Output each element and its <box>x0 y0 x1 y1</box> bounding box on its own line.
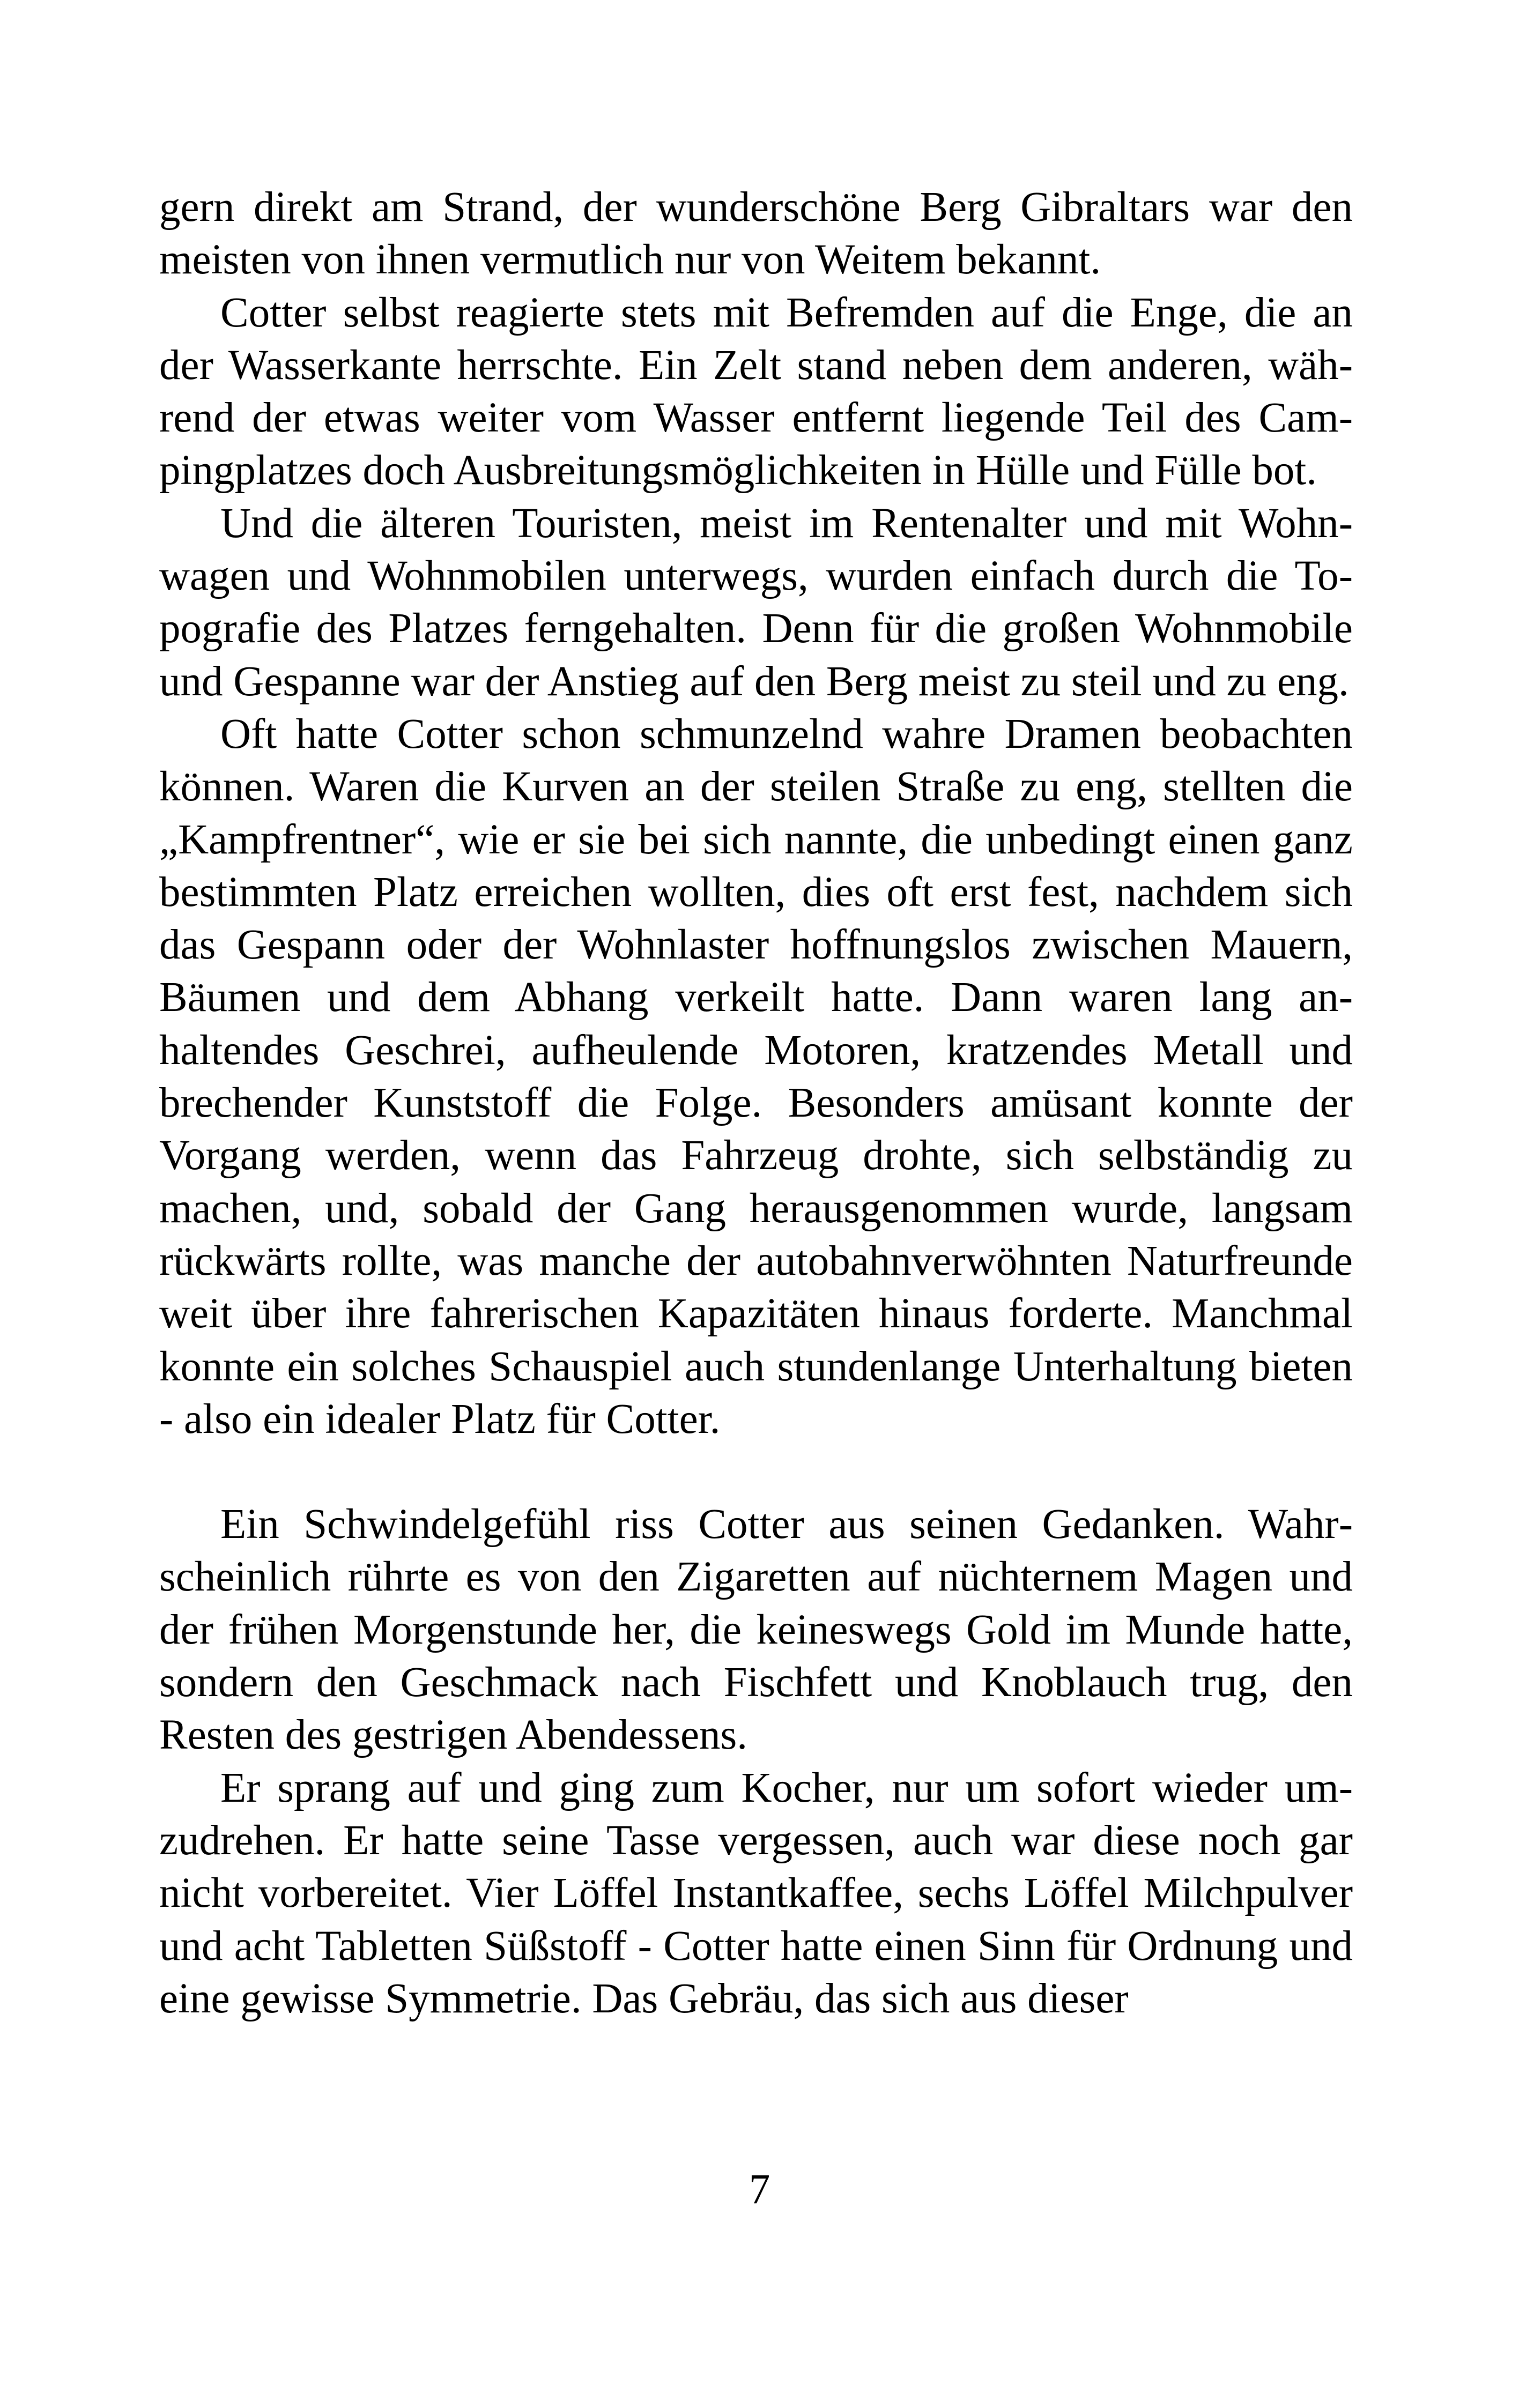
paragraph: Und die älteren Touristen, meist im Rentenalter und mit Wohnwagen und Wohnmobilen unterwegs, wurden einfach durch die Topografie des Platzes ferngehalten. Denn für die großen Wohnmobile und Gespanne war der Anstieg auf den Berg meist zu steil und zu eng. <box>159 500 1353 705</box>
paragraph-continued: gern direkt am Strand, der wunderschöne Berg Gibraltars war den meisten von ihnen vermutlich nur von Weitem bekannt. <box>159 184 1353 284</box>
paragraph: Er sprang auf und ging zum Kocher, nur um sofort wieder umzudrehen. Er hatte seine Tasse vergessen, auch war diese noch gar nicht vorbereitet. Vier Löffel Instantkaffee, sechs Löffel Milchpulver und acht Tabletten Süßstoff - Cotter hatte einen Sinn für Ordnung und eine gewisse Symmetrie. Das Gebräu, das sich aus dieser <box>159 1764 1353 2022</box>
page-number: 7 <box>749 2166 770 2213</box>
paragraph: Cotter selbst reagierte stets mit Befremden auf die Enge, die an der Wasserkante herrschte. Ein Zelt stand neben dem anderen, während der etwas weiter vom Wasser entfernt liegende Teil des Campingplatzes doch Ausbreitungsmöglichkeiten in Hülle und Fülle bot. <box>159 289 1353 494</box>
paragraph: Oft hatte Cotter schon schmunzelnd wahre Dramen beobachten können. Waren die Kurven an der steilen Straße zu eng, stellten die „Kampfrentner“, wie er sie bei sich nannte, die unbedingt einen ganz bestimmten Platz erreichen wollten, dies oft erst fest, nachdem sich das Gespann oder der Wohnlaster hoffnungslos zwischen Mauern, Bäumen und dem Abhang verkeilt hatte. Dann waren lang anhaltendes Geschrei, aufheulende Motoren, kratzendes Metall und brechender Kunststoff die Folge. Besonders amüsant konnte der Vorgang werden, wenn das Fahrzeug drohte, sich selbständig zu machen, und, sobald der Gang herausgenommen wurde, langsam rückwärts rollte, was manche der autobahnverwöhnten Naturfreunde weit über ihre fahrerischen Kapazitäten hinaus forderte. Manchmal konnte ein solches Schauspiel auch stundenlange Unterhaltung bieten - also ein idealer Platz für Cotter. <box>159 710 1353 1443</box>
body-text <box>159 181 1353 2025</box>
paragraph-section-start: Ein Schwindelgefühl riss Cotter aus seinen Gedanken. Wahrscheinlich rührte es von den Zigaretten auf nüchternem Magen und der frühen Morgenstunde her, die keineswegs Gold im Munde hatte, sondern den Geschmack nach Fischfett und Knoblauch trug, den Resten des gestrigen Abendessens. <box>159 1501 1353 1759</box>
